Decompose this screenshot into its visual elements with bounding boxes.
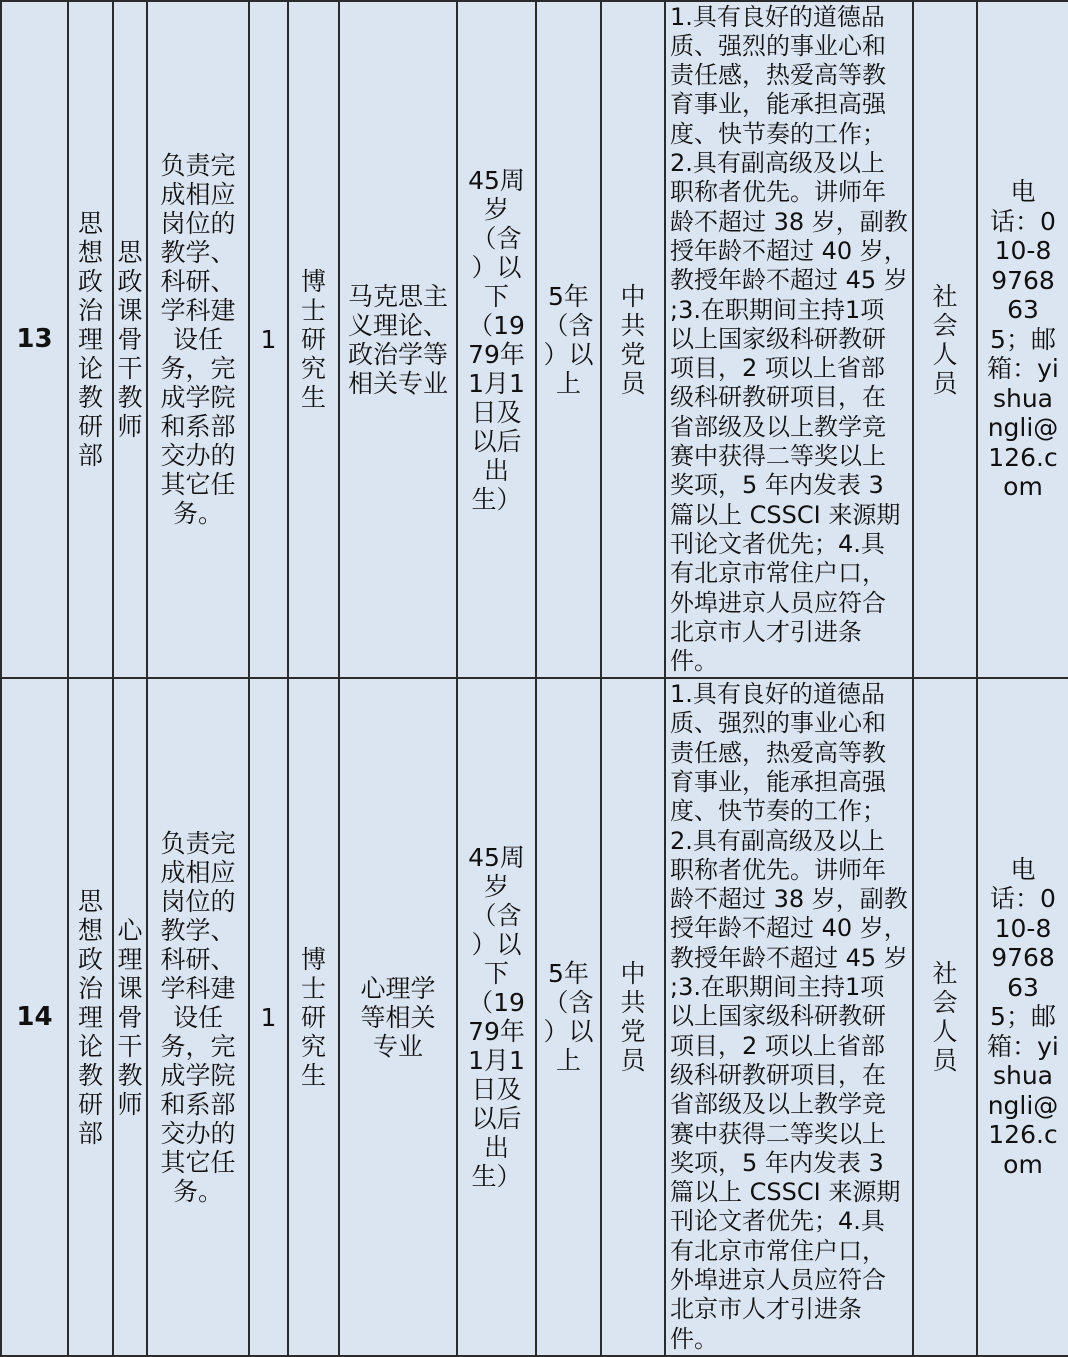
position-text: 心理课骨干教师 (117, 915, 143, 1119)
row-number-cell (1, 1, 68, 678)
contact-cell (977, 1, 1068, 678)
age-text: 45周岁（含）以下（1979年1月1日及以后出生） (468, 843, 525, 1191)
degree-text: 博士研究生 (300, 944, 326, 1090)
duty-cell (147, 1, 249, 678)
position-cell (113, 1, 147, 678)
headcount-text: 1 (260, 325, 277, 354)
experience-cell (536, 1, 601, 678)
row-number: 14 (16, 1001, 53, 1032)
requirements-cell (665, 1, 913, 678)
row-number: 13 (16, 324, 53, 354)
major-text: 心理学等相关专业 (360, 973, 436, 1061)
applicant-source-cell (913, 678, 977, 1356)
row-number-cell (1, 678, 68, 1356)
political-status-cell (601, 1, 665, 678)
duty-text: 负责完成相应岗位的教学、科研、学科建设任务，完成学院和系部交办的其它任务。 (160, 151, 236, 528)
degree-text: 博士研究生 (300, 267, 326, 412)
position-cell (113, 678, 147, 1356)
degree-cell (288, 1, 339, 678)
experience-text: 5年（含）以上 (543, 281, 594, 398)
duty-text: 负责完成相应岗位的教学、科研、学科建设任务，完成学院和系部交办的其它任务。 (160, 828, 236, 1206)
requirements-text: 1.具有良好的道德品质、强烈的事业心和责任感，热爱高等教育事业，能承担高强度、快节奏的工作；2.具有副高级及以上职称者优先。讲师年龄不超过 38 岁，副教授年龄不超过 40 岁，教授年龄不超过 45 岁 ;3.在职期间主持1项以上国家级科研教研项目，2 项以上省部级科研教研项目，在省部级及以上教学竞赛中获得二等奖以上奖项，5 年内发表 3 篇以上 CSSCI 来源期刊论文者优先；4.具有北京市常住户口，外埠进京人员应符合北京市人才引进条件。 (670, 680, 908, 1353)
degree-cell (288, 678, 339, 1356)
experience-text: 5年（含）以上 (543, 959, 594, 1075)
requirements-cell (665, 678, 913, 1356)
headcount-cell (249, 678, 288, 1356)
contact-text: 电话：010-89768635；邮箱：yishuangli@126.com (987, 854, 1059, 1179)
duty-cell (147, 678, 249, 1356)
department-text: 思想政治理论教研部 (77, 209, 103, 470)
experience-cell (536, 678, 601, 1356)
department-cell (68, 1, 113, 678)
age-cell (457, 678, 536, 1356)
headcount-cell (249, 1, 288, 678)
political-status-cell (601, 678, 665, 1356)
applicant-source-text: 社会人员 (932, 281, 958, 398)
department-cell (68, 678, 113, 1356)
contact-text: 电话：010-89768635；邮箱：yishuangli@126.com (987, 177, 1059, 502)
department-text: 思想政治理论教研部 (77, 886, 103, 1148)
political-status-text: 中共党员 (620, 281, 646, 398)
age-text: 45周岁（含）以下（1979年1月1日及以后出生） (468, 165, 525, 514)
table-row (1, 678, 1068, 1356)
age-cell (457, 1, 536, 678)
major-cell (339, 1, 457, 678)
major-text: 马克思主义理论、政治学等相关专业 (347, 281, 448, 398)
table-row (1, 1, 1068, 678)
applicant-source-text: 社会人员 (932, 959, 958, 1075)
headcount-text: 1 (260, 1002, 277, 1032)
political-status-text: 中共党员 (620, 959, 646, 1075)
contact-cell (977, 678, 1068, 1356)
position-text: 思政课骨干教师 (117, 238, 143, 441)
applicant-source-cell (913, 1, 977, 678)
major-cell (339, 678, 457, 1356)
requirements-text: 1.具有良好的道德品质、强烈的事业心和责任感，热爱高等教育事业，能承担高强度、快节奏的工作；2.具有副高级及以上职称者优先。讲师年龄不超过 38 岁，副教授年龄不超过 40 岁，教授年龄不超过 45 岁 ;3.在职期间主持1项以上国家级科研教研项目，2 项以上省部级科研教研项目，在省部级及以上教学竞赛中获得二等奖以上奖项，5 年内发表 3 篇以上 CSSCI 来源期刊论文者优先；4.具有北京市常住户口，外埠进京人员应符合北京市人才引进条件。 (670, 2, 908, 676)
